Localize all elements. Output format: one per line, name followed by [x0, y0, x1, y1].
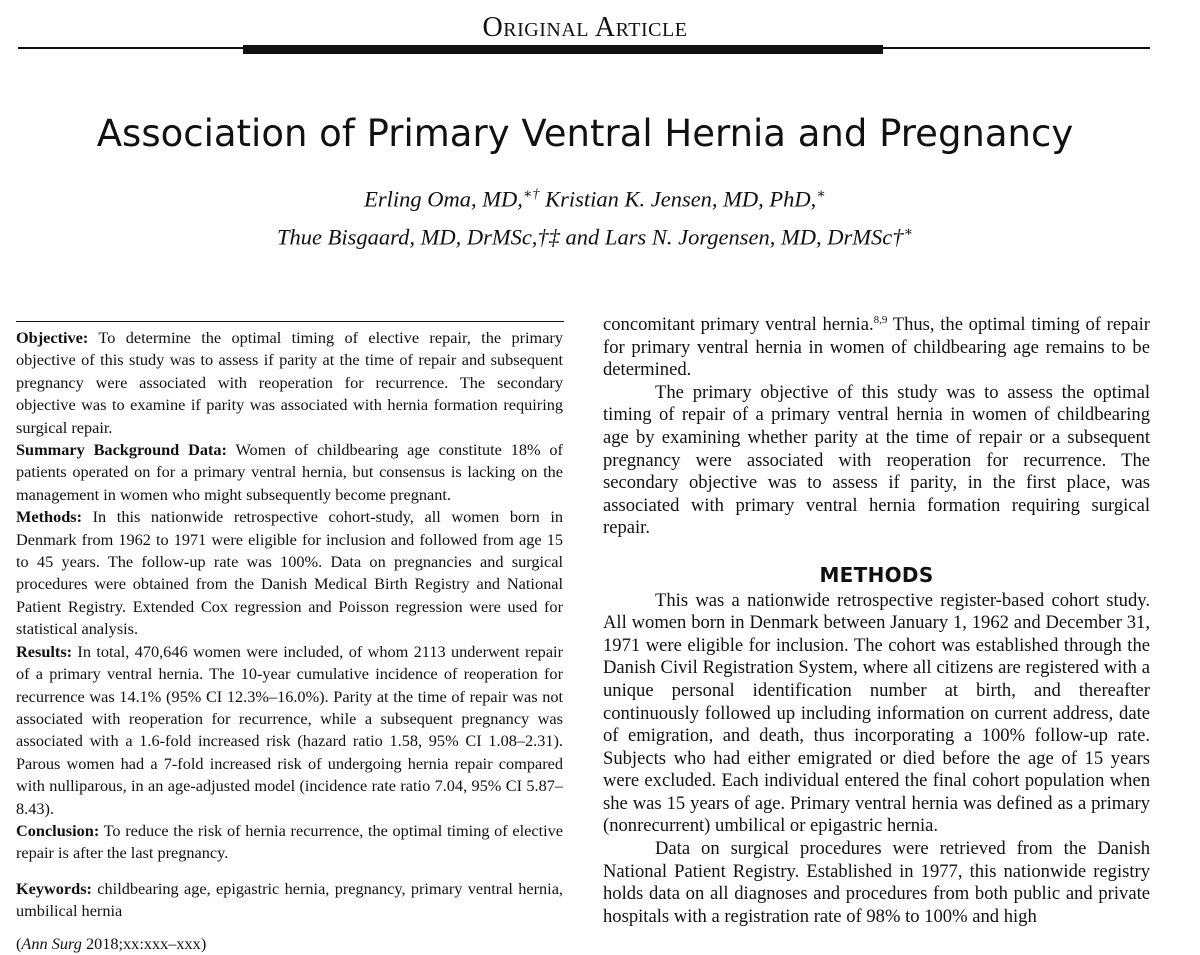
abstract-top-rule	[16, 321, 564, 322]
methods-label: Methods:	[16, 507, 83, 527]
intro-p1-text-2: Thus, the optimal timing of repair for primary ventral hernia in women of childbearing age remains to be determined.	[603, 314, 1150, 381]
author-line-1	[0, 178, 1190, 216]
citation	[16, 933, 563, 955]
author-jensen-affil: ∗	[816, 187, 826, 202]
citation-open: (	[16, 933, 22, 953]
objective-label: Objective:	[16, 328, 89, 347]
keywords-label: Keywords:	[16, 878, 92, 898]
article-title: Association of Primary Ventral Hernia and Pregnancy	[96, 112, 1074, 155]
methods-paragraph-1: This was a nationwide retrospective register-based cohort study. All women born in Denmark between January 1, 1962 and December 31, 1971 were eligible for inclusion. The cohort was established through the Danish Civil Registration System, where all citizens are registered with a unique personal identification number at birth, and thereafter continuously followed up including information on current address, date of emigration, and death, thus incorporating a 100% follow-up rate. Subjects who had either emigrated or died before the age of 15 years were excluded. Each individual entered the final cohort population when she was 15 years of age. Primary ventral hernia was defined as a primary (nonrecurrent) umbilical or epigastric hernia.	[603, 589, 1150, 837]
citation-text: 2018;xx:xxx–xxx)	[81, 933, 207, 953]
abstract	[16, 327, 563, 955]
abstract-objective	[16, 327, 563, 439]
conclusion-label: Conclusion:	[16, 820, 100, 840]
header-rule-thick	[243, 45, 883, 54]
methods-paragraph-2: Data on surgical procedures were retrieved from the Danish National Patient Registry. Established in 1977, this nationwide registry holds data on all diagnoses and procedures from both public and private hospitals with a registration rate of 98% to 100% and high	[603, 838, 1150, 927]
background-text: Women of childbearing age constitute 18% of patients operated on for a primary ventral hernia, but consensus is lacking on the management in women who might subsequently become pregnant.	[16, 440, 563, 504]
abstract-background	[16, 439, 563, 506]
intro-paragraph-1	[603, 314, 1150, 382]
abstract-methods	[16, 506, 563, 640]
methods-text: In this nationwide retrospective cohort-study, all women born in Denmark from 1962 to 1971 were eligible for inclusion and followed from age 15 to 45 years. The follow-up rate was 100%. Data on pregnancies and surgical procedures were obtained from the Danish Medical Birth Registry and National Patient Registry. Extended Cox regression and Poisson regression were used for statistical analysis.	[16, 507, 563, 639]
author-line-2	[0, 216, 1190, 254]
background-label: Summary Background Data:	[16, 440, 227, 460]
author-jensen: Kristian K. Jensen, MD, PhD,	[539, 186, 817, 212]
author-jorgensen-affil: ∗	[903, 224, 913, 240]
intro-p1-text: concomitant primary ventral hernia.	[603, 314, 874, 335]
keywords-text: childbearing age, epigastric hernia, pregnancy, primary ventral hernia, umbilical hernia	[16, 878, 563, 921]
author-oma-affil: ∗†	[522, 187, 540, 202]
author-bisgaard-jorgensen: Thue Bisgaard, MD, DrMSc,†‡ and Lars N. Jorgensen, MD, DrMSc†	[277, 224, 904, 249]
abstract-results	[16, 641, 563, 820]
citation-journal: Ann Surg	[21, 933, 82, 953]
objective-text: To determine the optimal timing of elective repair, the primary objective of this study was to assess if parity at the time of repair and subsequent pregnancy were associated with reoperation for recurrence. The secondary objective was to examine if parity was associated with hernia formation requiring surgical repair.	[16, 328, 563, 437]
methods-heading: METHODS	[819, 562, 934, 587]
abstract-keywords	[16, 878, 563, 923]
intro-paragraph-2: The primary objective of this study was to assess the optimal timing of repair of a primary ventral hernia in women of childbearing age by examining whether parity at the time of repair or a subsequent pregnancy were associated with reoperation for recurrence. The secondary objective was to assess if parity, in the first place, was associated with primary ventral hernia formation requiring surgical repair.	[603, 381, 1150, 539]
author-list	[0, 178, 1190, 253]
abstract-conclusion	[16, 820, 563, 865]
body-right-column	[603, 314, 1150, 928]
section-label: Original Article	[482, 12, 688, 43]
results-label: Results:	[16, 641, 73, 661]
conclusion-text: To reduce the risk of hernia recurrence, the optimal timing of elective repair is after the last pregnancy.	[16, 820, 563, 863]
author-oma: Erling Oma, MD,	[364, 186, 523, 212]
results-text: In total, 470,646 women were included, of whom 2113 underwent repair of a primary ventral hernia. The 10-year cumulative incidence of reoperation for recurrence was 14.1% (95% CI 12.3%–16.0%). Parity at the time of repair was not associated with reoperation for recurrence, while a subsequent pregnancy was associated with a 1.6-fold increased risk (hazard ratio 1.58, 95% CI 1.08–2.31). Parous women had a 7-fold increased risk of undergoing hernia repair compared with nulliparous, in an age-adjusted model (incidence rate ratio 7.04, 95% CI 5.87–8.43).	[16, 641, 563, 818]
reference-superscript: 8,9	[873, 313, 888, 326]
